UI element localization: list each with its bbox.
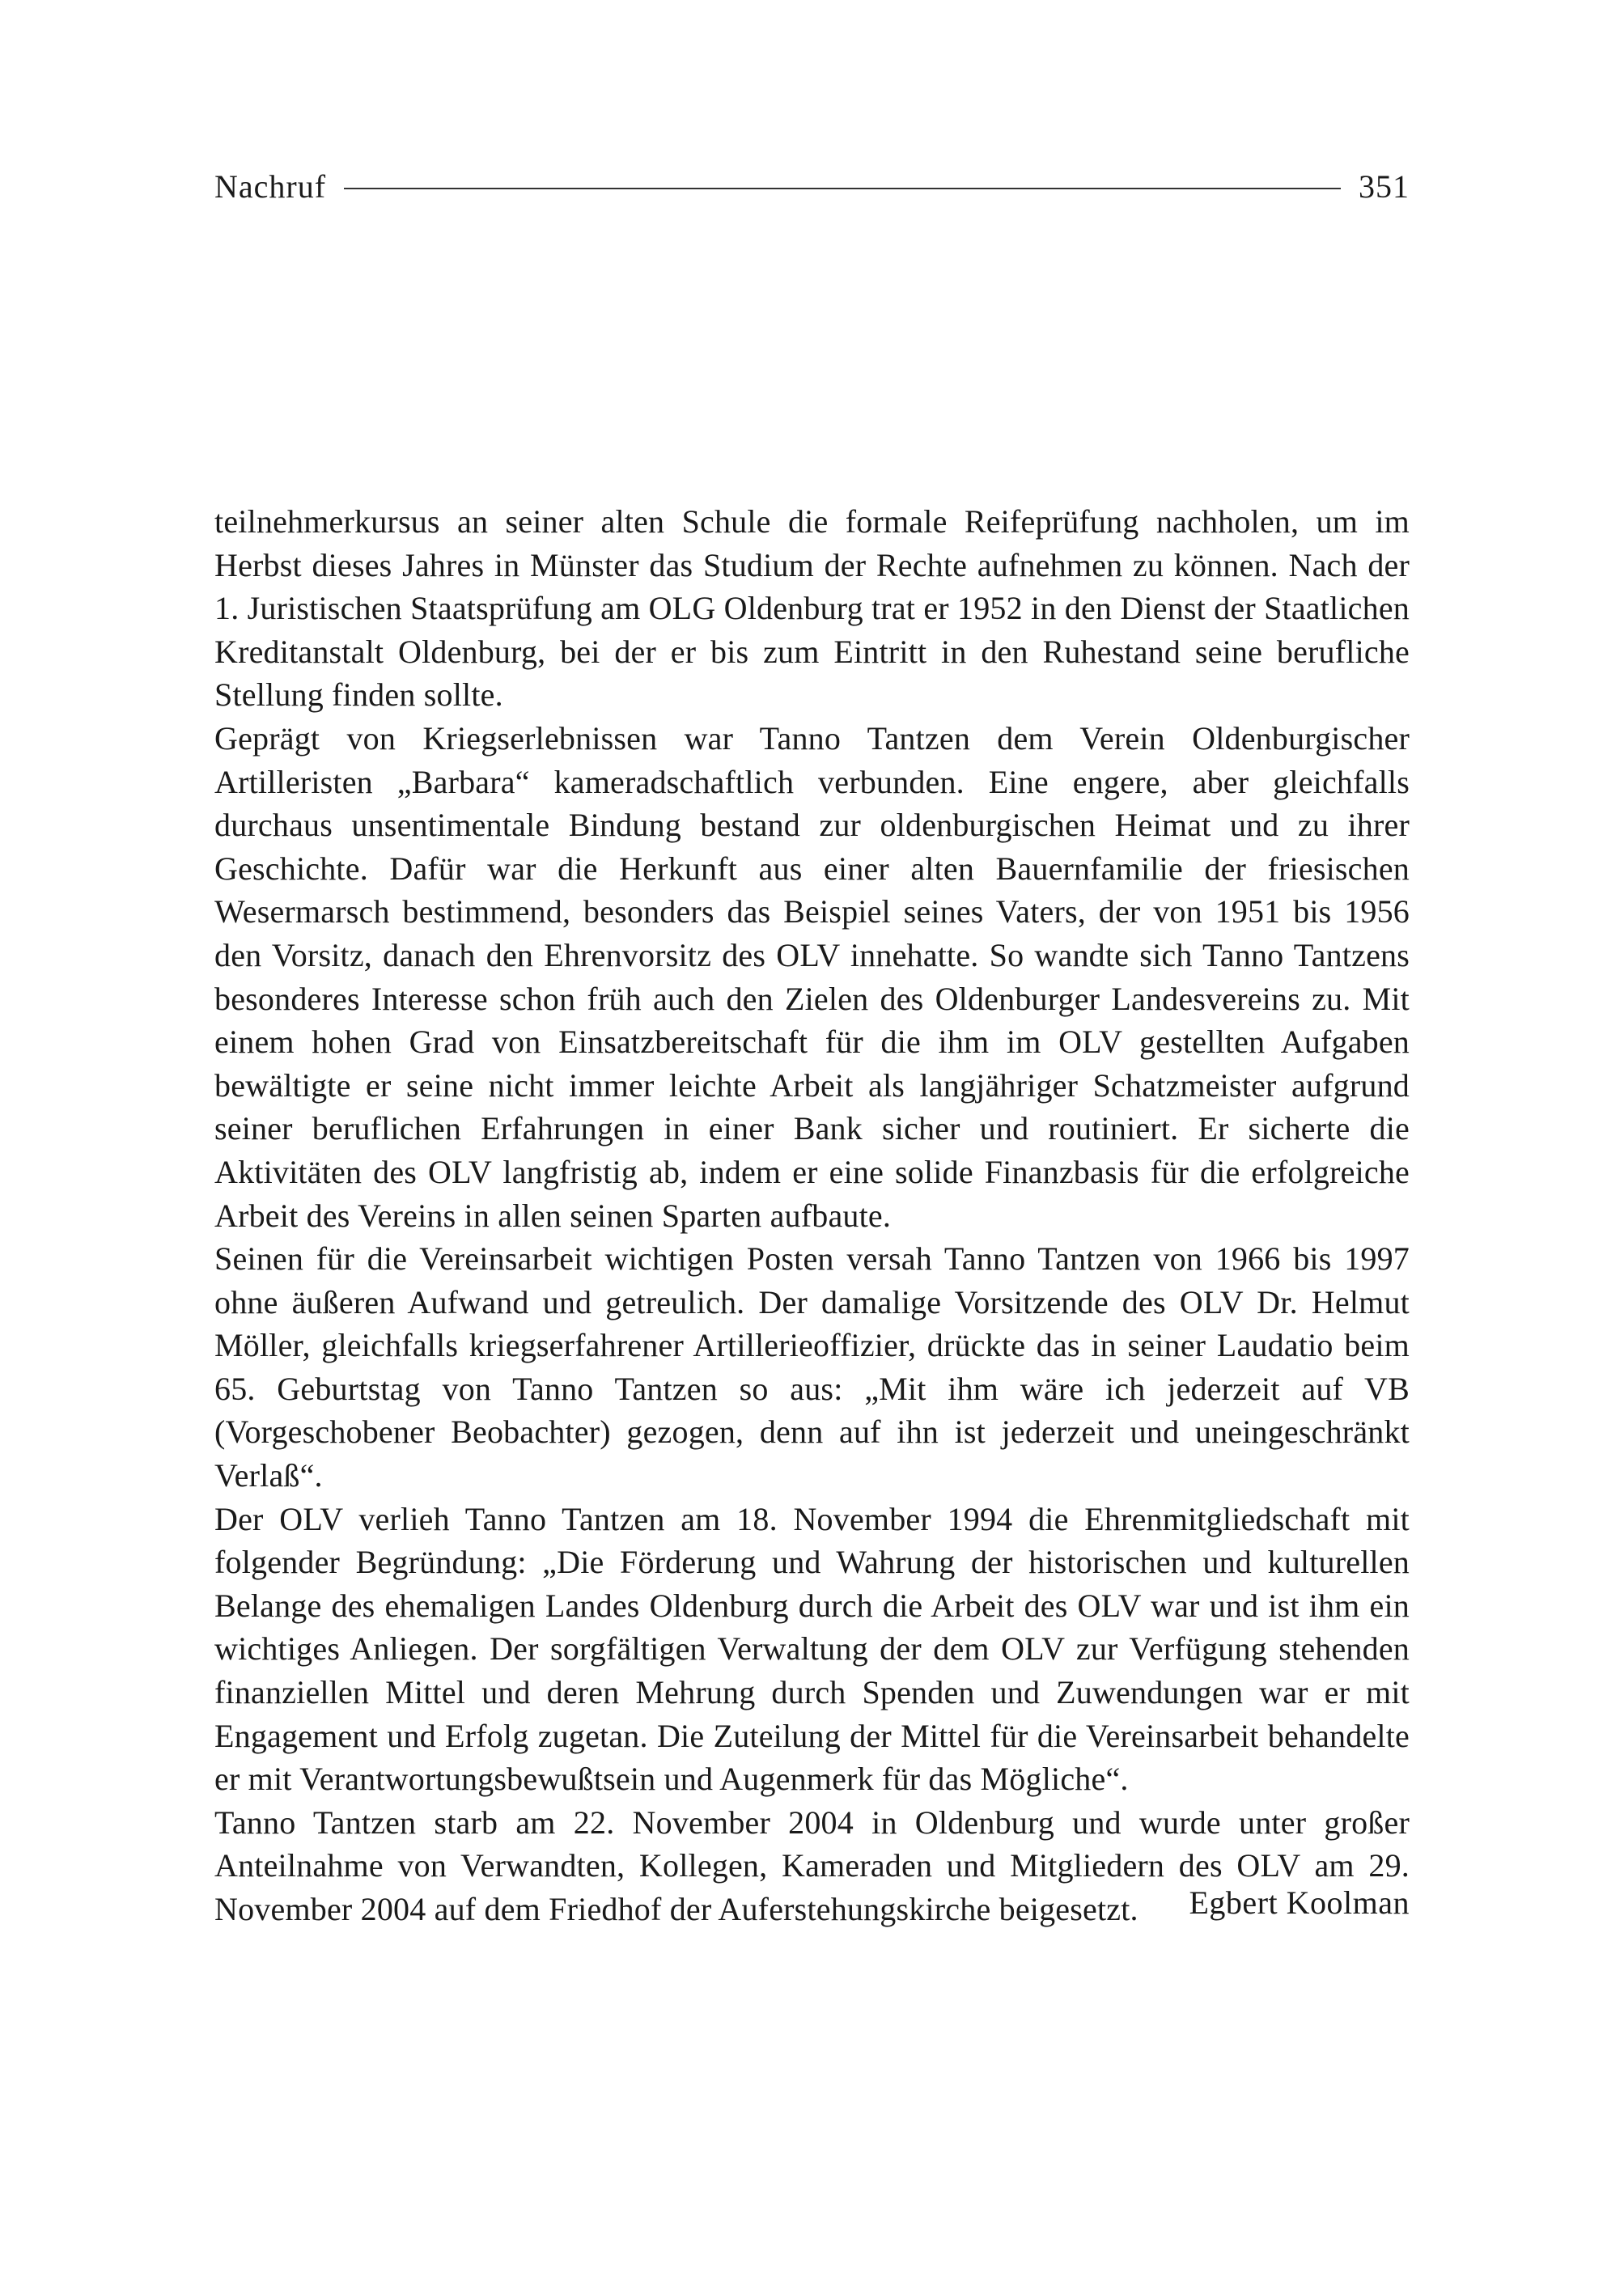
paragraph-4: Der OLV verlieh Tanno Tantzen am 18. November 1994 die Ehrenmitgliedschaft mit folgender Begründung: „Die Förderung und Wahrung der historischen und kulturellen Belange des ehemaligen Landes Oldenburg durch die Arbeit des OLV war und ist ihm ein wichtiges Anliegen. Der sorgfältigen Verwaltung der dem OLV zur Verfügung stehenden finanziellen Mittel und deren Mehrung durch Spenden und Zuwendungen war er mit Engagement und Erfolg zugetan. Die Zuteilung der Mittel für die Vereinsarbeit behandelte er mit Verantwortungsbewußtsein und Augenmerk für das Mögliche“.: [214, 1500, 1410, 1798]
section-title: Nachruf: [214, 168, 327, 205]
paragraph-1: teilnehmerkursus an seiner alten Schule die formale Reifeprüfung nachholen, um im Herbst dieses Jahres in Münster das Studium der Rechte aufnehmen zu können. Nach der 1. Juristischen Staatsprüfung am OLG Oldenburg trat er 1952 in den Dienst der Staatlichen Kreditanstalt Oldenburg, bei der er bis zum Eintritt in den Ruhestand seine berufliche Stellung finden sollte.: [214, 503, 1410, 714]
obituary-body: [214, 500, 1410, 1931]
running-head: [214, 166, 1410, 208]
paragraph-3: Seinen für die Vereinsarbeit wichtigen Posten versah Tanno Tantzen von 1966 bis 1997 ohne äußeren Aufwand und getreulich. Der damalige Vorsitzende des OLV Dr. Helmut Möller, gleichfalls kriegserfahrener Artillerieoffizier, drückte das in seiner Laudatio beim 65. Geburtstag von Tanno Tantzen so aus: „Mit ihm wäre ich jederzeit auf VB (Vorgeschobener Beobachter) gezogen, denn auf ihn ist jederzeit und uneingeschränkt Verlaß“.: [214, 1240, 1410, 1494]
author-signature: Egbert Koolman: [1189, 1884, 1410, 1921]
page-number: 351: [1359, 168, 1410, 205]
paragraph-2: Geprägt von Kriegserlebnissen war Tanno Tantzen dem Verein Oldenburgischer Artilleristen „Barbara“ kameradschaftlich verbunden. Eine engere, aber gleichfalls durchaus unsentimentale Bindung bestand zur oldenburgischen Heimat und zu ihrer Geschichte. Dafür war die Herkunft aus einer alten Bauernfamilie der friesischen Wesermarsch bestimmend, besonders das Beispiel seines Vaters, der von 1951 bis 1956 den Vorsitz, danach den Ehrenvorsitz des OLV innehatte. So wandte sich Tanno Tantzens besonderes Interesse schon früh auch den Zielen des Oldenburger Landesvereins zu. Mit einem hohen Grad von Einsatzbereitschaft für die ihm im OLV gestellten Aufgaben bewältigte er seine nicht immer leichte Arbeit als langjähriger Schatzmeister aufgrund seiner beruflichen Erfahrungen in einer Bank sicher und routiniert. Er sicherte die Aktivitäten des OLV langfristig ab, indem er eine solide Finanzbasis für die erfolgreiche Arbeit des Vereins in allen seinen Sparten aufbaute.: [214, 719, 1410, 1234]
header-rule: [344, 188, 1341, 189]
paragraph-5: Tanno Tantzen starb am 22. November 2004 in Oldenburg und wurde unter großer Anteilnahme von Verwandten, Kollegen, Kameraden und Mitgliedern des OLV am 29. November 2004 auf dem Friedhof der Auferstehungskirche beigesetzt.: [214, 1803, 1410, 1927]
